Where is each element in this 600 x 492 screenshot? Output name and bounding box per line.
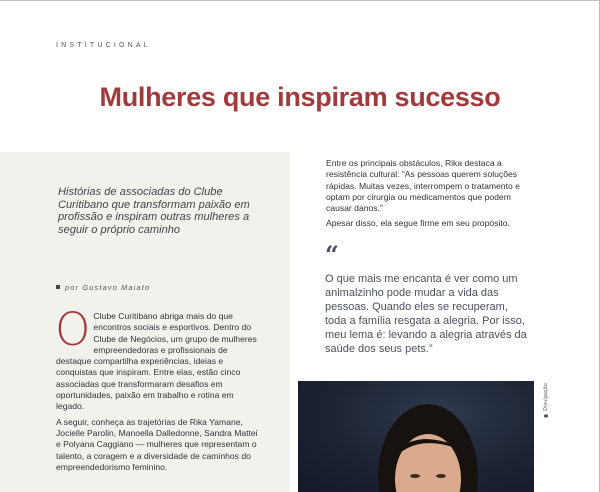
- article-body-left: [55, 303, 264, 477]
- portrait-photo: [298, 381, 534, 492]
- article-body-right: [326, 158, 526, 234]
- right-paragraph-1: Entre os principais obstáculos, Rika destaca a resistência cultural: “As pessoas querem soluções rápidas. Muitas vezes, interrompem o tratamento e optam por cirurgia ou medicamentos que podem causar danos.”: [326, 158, 520, 214]
- camera-icon: [544, 414, 548, 417]
- page-title: Mulheres que inspiram sucesso: [99, 82, 501, 112]
- byline: [56, 283, 150, 292]
- article-subtitle: Histórias de associadas do Clube Curitibano que transformam paixão em profissão e inspiram outras mulheres a seguir o próprio caminho: [58, 186, 250, 236]
- bullet-square-icon: [56, 285, 60, 289]
- body-paragraph-2: A seguir, conheça as trajetórias de Rika Yamane, Jocielle Parolin, Manoella Dalledonne, Sandra Mattei e Polyana Caggiano — mulheres que representam o talento, a coragem e a diversidade de caminhos do empreendedorismo feminino.: [56, 416, 258, 472]
- body-paragraph-1-text: Clube Curitibano abriga mais do que encontros sociais e esportivos. Dentro do Clube de Negócios, um grupo de mulheres empreendedoras e profissionais de destaque compartilha experiências, ideias e conquistas que inspiram. Entre elas, estão cinco associadas que transformaram desafios em oportunidades, paixão em trabalho e rotina em legado.: [56, 311, 257, 412]
- byline-text: por Gustavo Maiato: [65, 283, 151, 292]
- pull-quote: O que mais me encanta é ver como um animalzinho pode mudar a vida das pessoas. Quando eles se recuperam, toda a família resgata a alegria. Por isso, meu lema é: levando a alegria através da saúde dos seus pets.”: [325, 273, 527, 356]
- drop-cap: O: [55, 303, 91, 356]
- section-label: INSTITUCIONAL: [56, 42, 151, 49]
- right-eye: [436, 474, 446, 478]
- quote-mark-icon: “: [325, 240, 337, 269]
- photo-credit-text: Divulgação: [543, 383, 549, 411]
- page-border-top: [0, 0, 600, 1]
- right-paragraph-2: Apesar disso, ela segue firme em seu propósito.: [326, 218, 510, 229]
- body-paragraph-1: [55, 303, 264, 413]
- portrait-illustration: [298, 381, 534, 492]
- photo-credit: [543, 383, 549, 417]
- left-eye: [410, 474, 420, 478]
